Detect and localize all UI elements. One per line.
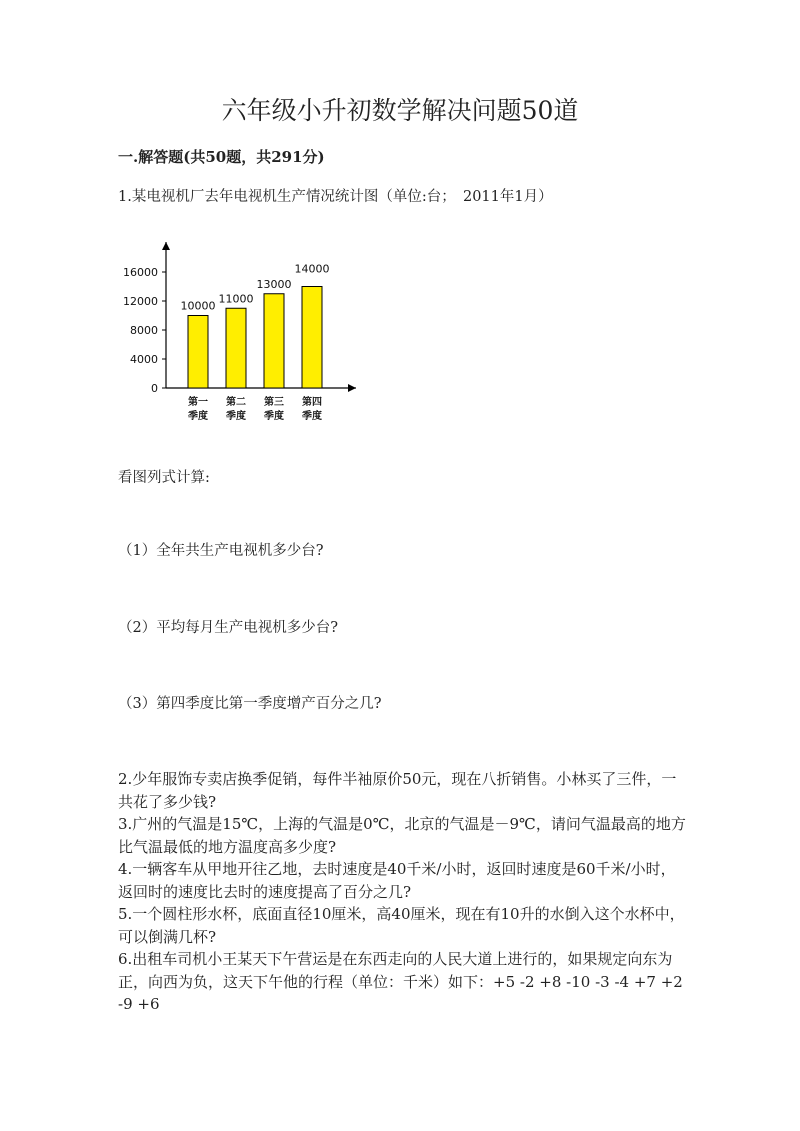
y-tick-label: 0 <box>151 382 158 395</box>
x-tick-label: 第一 <box>188 397 208 408</box>
question-3: 3.广州的气温是15℃，上海的气温是0℃，北京的气温是－9℃，请问气温最高的地方比气温最低的地方温度高多少度? <box>118 815 686 856</box>
x-axis-arrow <box>348 384 356 392</box>
question-5: 5.一个圆柱形水杯，底面直径10厘米，高40厘米，现在有10升的水倒入这个水杯中，可以倒满几杯? <box>118 905 685 946</box>
question-2: 2.少年服饰专卖店换季促销，每件半袖原价50元，现在八折销售。小林买了三件，一共花了多少钱? <box>118 770 677 811</box>
x-tick-label: 第二 <box>226 397 246 408</box>
x-tick-label: 季度 <box>188 411 208 422</box>
bar <box>226 308 246 388</box>
question-1-sub-1: （1）全年共生产电视机多少台? <box>118 543 324 559</box>
bar-chart <box>110 232 370 432</box>
page-title: 六年级小升初数学解决问题50道 <box>221 96 579 125</box>
section-heading: 一.解答题(共50题，共291分) <box>118 148 325 166</box>
x-tick-label: 季度 <box>302 411 322 422</box>
data-label: 14000 <box>294 262 330 276</box>
data-label: 11000 <box>218 292 254 306</box>
question-1-sub-2: （2）平均每月生产电视机多少台? <box>118 620 338 636</box>
data-label: 10000 <box>180 299 216 313</box>
x-tick-label: 季度 <box>226 411 246 422</box>
x-tick-label: 第四 <box>302 397 322 408</box>
y-tick-label: 4000 <box>130 353 158 366</box>
y-tick-label: 16000 <box>123 266 158 279</box>
bar <box>188 316 208 389</box>
bar <box>264 294 284 388</box>
question-1-instruction: 看图列式计算: <box>118 470 210 486</box>
x-tick-label: 季度 <box>264 411 284 422</box>
y-axis-arrow <box>162 242 170 250</box>
bar <box>302 287 322 389</box>
question-4: 4.一辆客车从甲地开往乙地，去时速度是40千米/小时，返回时速度是60千米/小时，返回时的速度比去时的速度提高了百分之几? <box>118 860 676 901</box>
question-1-sub-3: （3）第四季度比第一季度增产百分之几? <box>118 696 382 712</box>
question-1-text: 1.某电视机厂去年电视机生产情况统计图（单位:台； 2011年1月） <box>118 189 553 205</box>
y-tick-label: 12000 <box>123 295 158 308</box>
data-label: 13000 <box>256 277 292 291</box>
question-list <box>118 768 688 1016</box>
y-tick-label: 8000 <box>130 324 158 337</box>
x-tick-label: 第三 <box>264 397 284 408</box>
question-6: 6.出租车司机小王某天下午营运是在东西走向的人民大道上进行的，如果规定向东为正，向西为负，这天下午他的行程（单位：千米）如下：+5 -2 +8 -10 -3 -4 +7 +2 -9 +6 <box>118 950 683 1013</box>
